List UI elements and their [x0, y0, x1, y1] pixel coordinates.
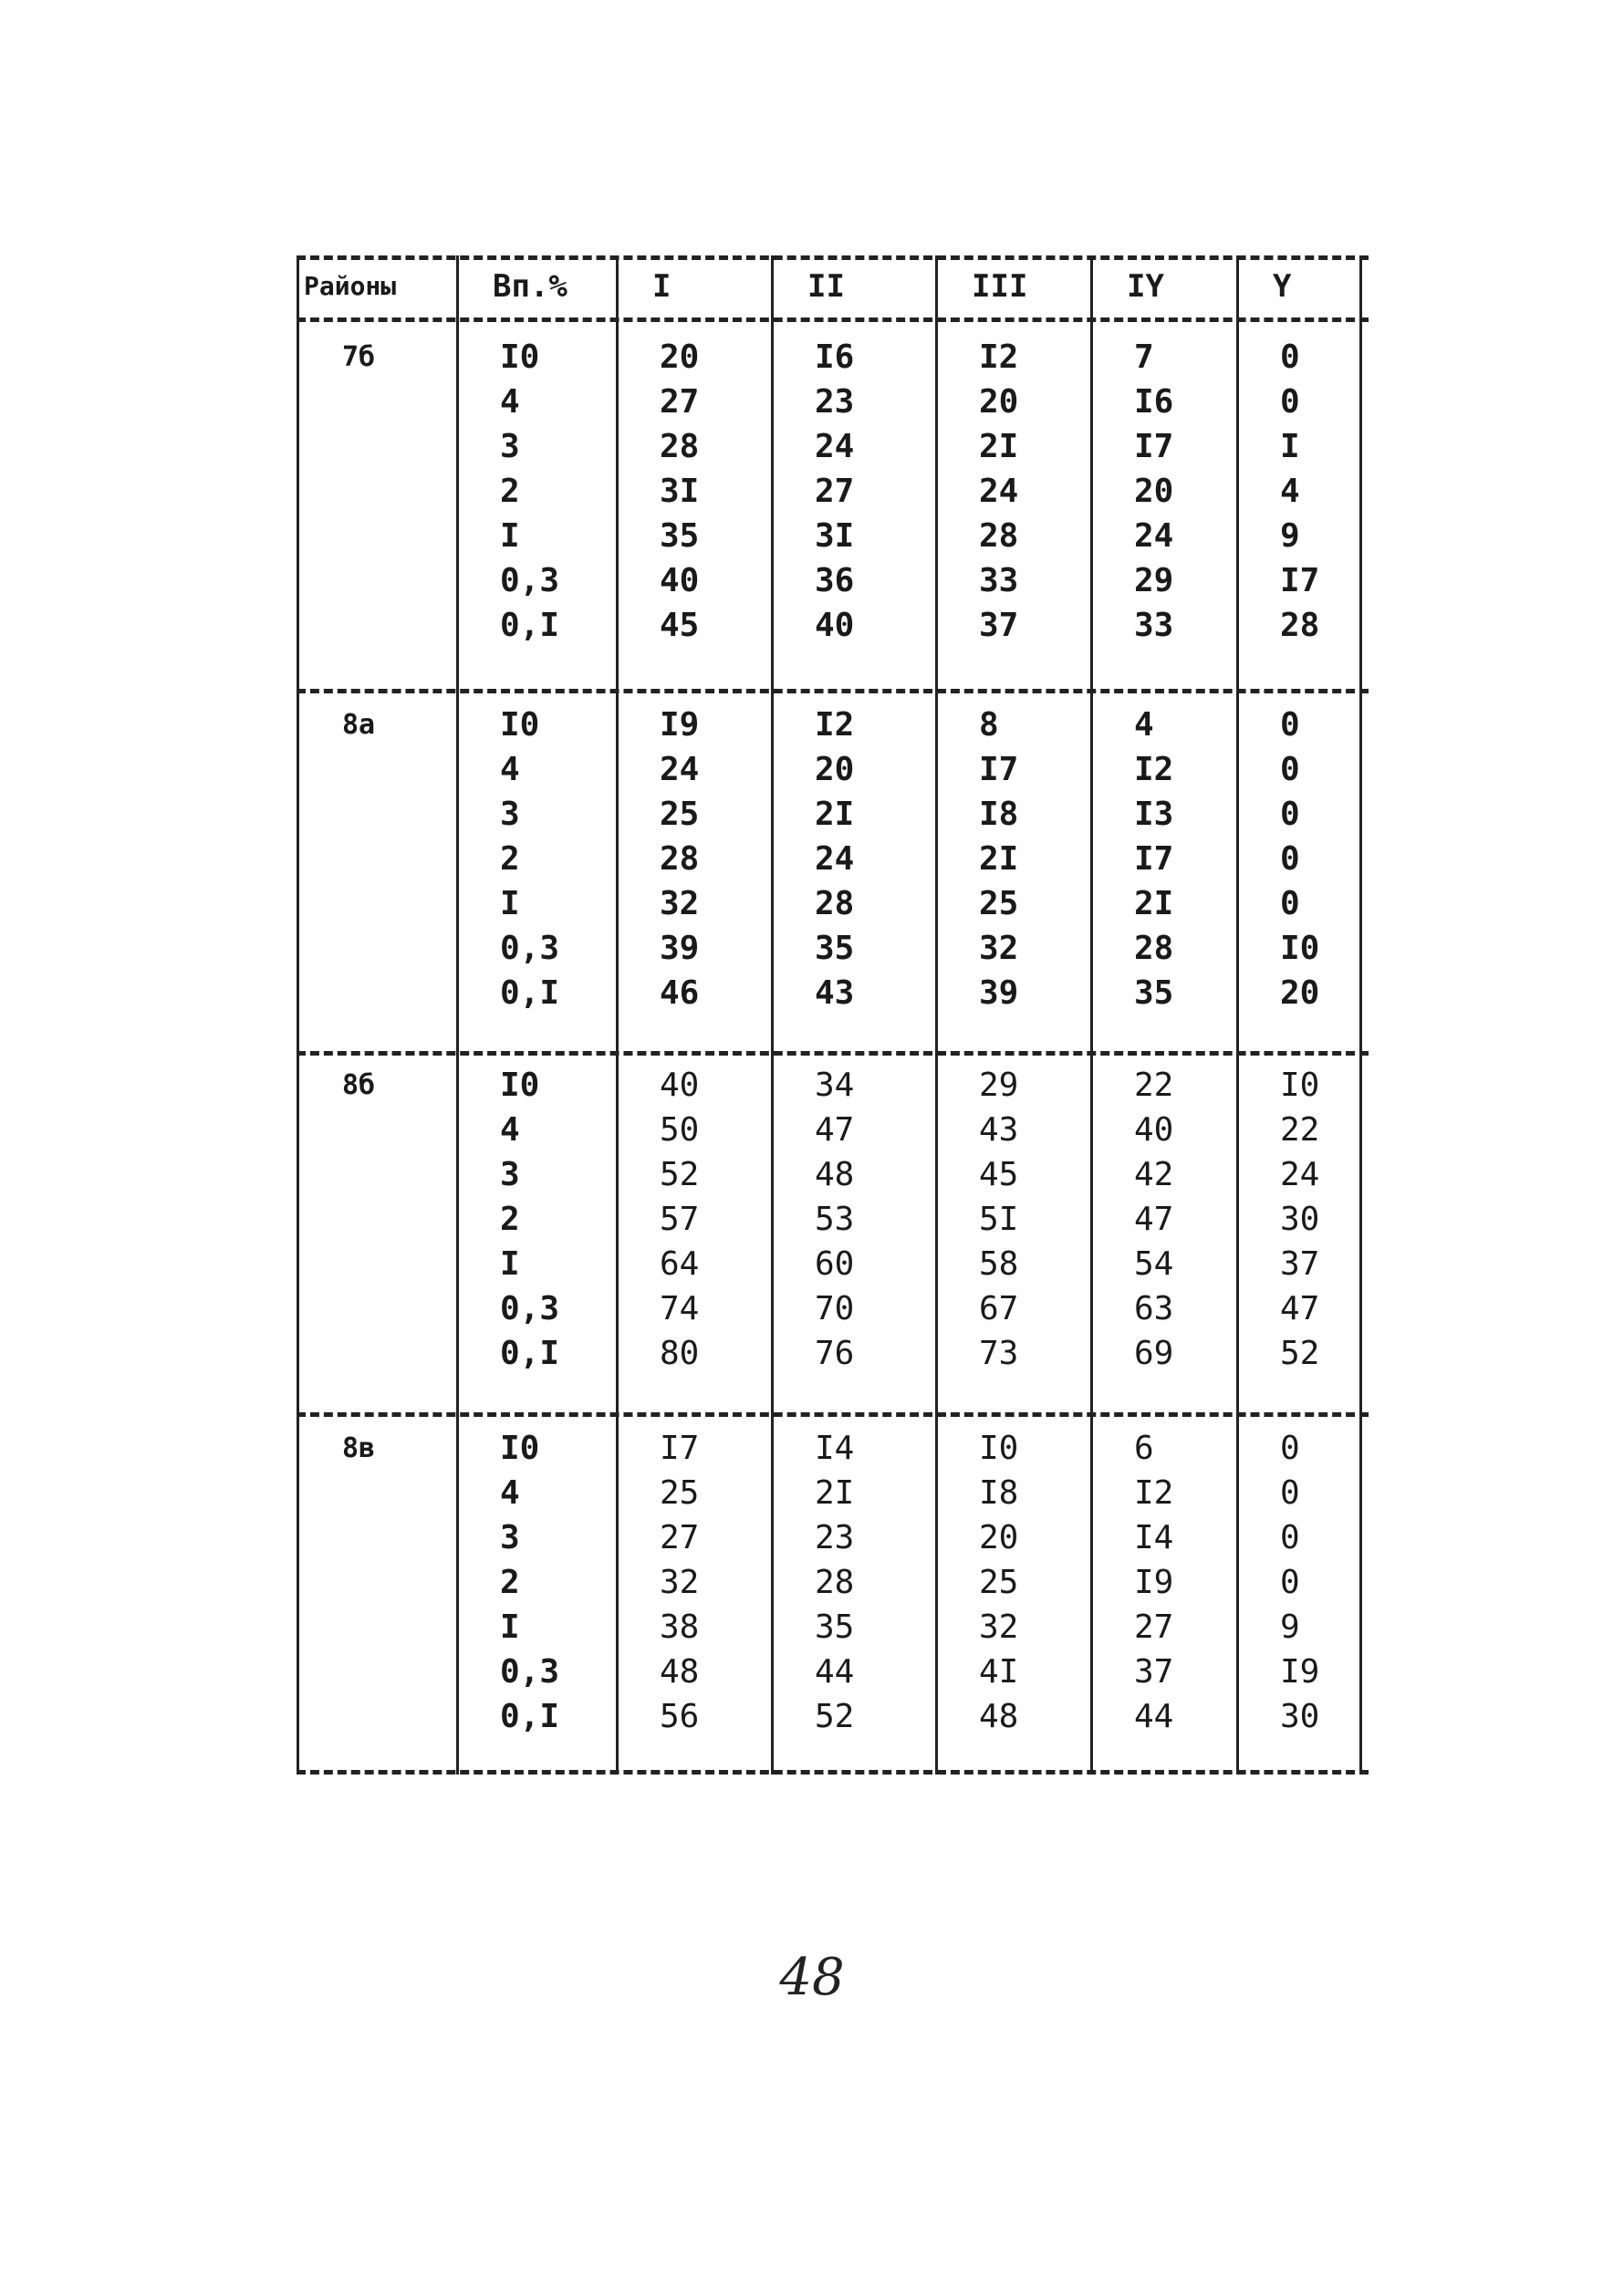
table-cell: 6	[1134, 1430, 1154, 1467]
table-cell: I7	[1134, 840, 1174, 878]
column-header: III	[972, 268, 1028, 305]
table-cell: I7	[1134, 428, 1174, 465]
table-cell: I7	[1280, 562, 1320, 599]
table-cell: 36	[815, 562, 855, 599]
table-cell: 69	[1134, 1335, 1174, 1372]
table-cell: I0	[500, 1430, 540, 1467]
table-cell: 28	[1280, 607, 1320, 644]
table-cell: 30	[1280, 1698, 1320, 1735]
table-cell: I8	[979, 796, 1019, 833]
table-cell: 20	[660, 338, 700, 376]
row-rule	[297, 255, 1369, 260]
table-cell: 20	[815, 751, 855, 788]
column-rule	[1236, 255, 1239, 1775]
table-cell: 44	[815, 1653, 855, 1691]
table-cell: 47	[815, 1111, 855, 1149]
column-rule	[297, 255, 299, 1775]
table-cell: 2	[500, 1564, 520, 1601]
table-cell: 0,I	[500, 974, 560, 1012]
data-table	[297, 255, 1369, 1775]
table-cell: 3	[500, 796, 520, 833]
table-cell: 22	[1134, 1067, 1174, 1104]
table-cell: 53	[815, 1201, 855, 1238]
table-cell: 37	[979, 607, 1019, 644]
table-cell: I9	[1134, 1564, 1174, 1601]
table-cell: I8	[979, 1474, 1019, 1512]
table-cell: 3I	[815, 517, 855, 555]
table-cell: 2I	[979, 840, 1019, 878]
table-cell: 9	[1280, 517, 1300, 555]
table-cell: 35	[815, 1608, 855, 1646]
table-cell: 40	[660, 562, 700, 599]
table-cell: 4	[1280, 473, 1300, 510]
table-cell: 0	[1280, 1474, 1300, 1512]
table-cell: 76	[815, 1335, 855, 1372]
table-cell: 70	[815, 1290, 855, 1327]
table-cell: 40	[1134, 1111, 1174, 1149]
table-cell: I0	[1280, 930, 1320, 967]
row-rule	[297, 317, 1369, 322]
table-cell: I0	[500, 706, 540, 744]
table-cell: 27	[1134, 1608, 1174, 1646]
table-cell: I2	[1134, 751, 1174, 788]
table-cell: 35	[1134, 974, 1174, 1012]
table-cell: I4	[815, 1430, 855, 1467]
column-header: I	[652, 268, 671, 305]
table-cell: 0,3	[500, 930, 560, 967]
table-cell: 24	[979, 473, 1019, 510]
table-cell: 37	[1280, 1245, 1320, 1283]
table-cell: 0	[1280, 796, 1300, 833]
table-cell: I4	[1134, 1519, 1174, 1556]
table-cell: 3	[500, 1519, 520, 1556]
table-cell: 2I	[1134, 885, 1174, 922]
table-cell: 22	[1280, 1111, 1320, 1149]
row-rule	[297, 1051, 1369, 1056]
column-rule	[616, 255, 619, 1775]
table-cell: I	[500, 517, 520, 555]
table-cell: 0,3	[500, 562, 560, 599]
table-cell: I9	[1280, 1653, 1320, 1691]
column-rule	[771, 255, 774, 1775]
table-cell: 39	[979, 974, 1019, 1012]
table-cell: 7	[1134, 338, 1154, 376]
table-cell: 23	[815, 1519, 855, 1556]
table-cell: 57	[660, 1201, 700, 1238]
table-cell: I7	[660, 1430, 700, 1467]
table-cell: 2I	[815, 796, 855, 833]
table-cell: 34	[815, 1067, 855, 1104]
table-cell: 24	[660, 751, 700, 788]
table-cell: 0,3	[500, 1653, 560, 1691]
table-cell: 29	[979, 1067, 1019, 1104]
table-cell: 39	[660, 930, 700, 967]
table-cell: 25	[979, 1564, 1019, 1601]
table-cell: 20	[1280, 974, 1320, 1012]
table-cell: 43	[979, 1111, 1019, 1149]
table-cell: I	[1280, 428, 1300, 465]
table-cell: 20	[979, 383, 1019, 421]
table-cell: 42	[1134, 1156, 1174, 1193]
table-cell: 47	[1134, 1201, 1174, 1238]
table-cell: 28	[1134, 930, 1174, 967]
table-cell: 64	[660, 1245, 700, 1283]
table-cell: 73	[979, 1335, 1019, 1372]
table-cell: 54	[1134, 1245, 1174, 1283]
table-cell: 30	[1280, 1201, 1320, 1238]
table-cell: 37	[1134, 1653, 1174, 1691]
table-cell: 80	[660, 1335, 700, 1372]
table-cell: 2	[500, 840, 520, 878]
table-cell: 4	[500, 383, 520, 421]
row-rule	[297, 1770, 1369, 1775]
table-cell: 0	[1280, 383, 1300, 421]
table-cell: I	[500, 1608, 520, 1646]
table-cell: 2	[500, 1201, 520, 1238]
table-cell: I6	[1134, 383, 1174, 421]
table-cell: 35	[660, 517, 700, 555]
table-cell: 25	[660, 796, 700, 833]
table-cell: I2	[979, 338, 1019, 376]
table-cell: 45	[979, 1156, 1019, 1193]
table-cell: 4	[500, 1474, 520, 1512]
table-cell: 28	[660, 428, 700, 465]
table-cell: 20	[1134, 473, 1174, 510]
table-cell: 0	[1280, 706, 1300, 744]
table-cell: 0,I	[500, 1698, 560, 1735]
table-cell: 27	[815, 473, 855, 510]
column-rule	[1359, 255, 1362, 1775]
table-cell: 32	[660, 885, 700, 922]
region-label: 8б	[342, 1069, 376, 1101]
table-cell: I0	[500, 338, 540, 376]
table-cell: I3	[1134, 796, 1174, 833]
table-cell: 60	[815, 1245, 855, 1283]
table-cell: 38	[660, 1608, 700, 1646]
column-header: IY	[1127, 268, 1164, 305]
table-cell: I2	[1134, 1474, 1174, 1512]
region-label: 8а	[342, 709, 376, 741]
table-cell: 48	[660, 1653, 700, 1691]
table-cell: I2	[815, 706, 855, 744]
table-cell: 63	[1134, 1290, 1174, 1327]
region-label: 7б	[342, 341, 376, 373]
table-cell: 27	[660, 1519, 700, 1556]
table-cell: 5I	[979, 1201, 1019, 1238]
table-cell: 50	[660, 1111, 700, 1149]
table-cell: 35	[815, 930, 855, 967]
table-cell: 3I	[660, 473, 700, 510]
table-cell: 47	[1280, 1290, 1320, 1327]
table-cell: 23	[815, 383, 855, 421]
table-cell: 3	[500, 1156, 520, 1193]
table-cell: 0	[1280, 1430, 1300, 1467]
table-cell: 32	[660, 1564, 700, 1601]
row-rule	[297, 1412, 1369, 1417]
row-rule	[297, 689, 1369, 693]
region-label: 8в	[342, 1432, 376, 1464]
table-cell: 0	[1280, 1519, 1300, 1556]
table-cell: I9	[660, 706, 700, 744]
table-cell: 40	[660, 1067, 700, 1104]
column-rule	[935, 255, 938, 1775]
column-header: Вп.%	[493, 268, 567, 305]
table-cell: I6	[815, 338, 855, 376]
table-cell: 0	[1280, 751, 1300, 788]
table-cell: 52	[1280, 1335, 1320, 1372]
table-cell: 52	[815, 1698, 855, 1735]
table-cell: I7	[979, 751, 1019, 788]
table-cell: 32	[979, 930, 1019, 967]
table-cell: 0	[1280, 885, 1300, 922]
table-cell: 4	[1134, 706, 1154, 744]
table-cell: 20	[979, 1519, 1019, 1556]
table-cell: I0	[500, 1067, 540, 1104]
table-cell: 0	[1280, 840, 1300, 878]
table-cell: 29	[1134, 562, 1174, 599]
table-cell: 9	[1280, 1608, 1300, 1646]
table-cell: I	[500, 885, 520, 922]
table-cell: 24	[1280, 1156, 1320, 1193]
table-cell: 58	[979, 1245, 1019, 1283]
table-cell: 67	[979, 1290, 1019, 1327]
table-cell: 28	[815, 885, 855, 922]
table-cell: 2I	[979, 428, 1019, 465]
table-cell: 52	[660, 1156, 700, 1193]
table-cell: 24	[815, 840, 855, 878]
table-cell: 48	[815, 1156, 855, 1193]
column-header: Y	[1273, 268, 1292, 305]
table-cell: 28	[815, 1564, 855, 1601]
table-cell: 48	[979, 1698, 1019, 1735]
table-cell: 27	[660, 383, 700, 421]
table-cell: 0	[1280, 1564, 1300, 1601]
table-cell: 8	[979, 706, 999, 744]
table-cell: 46	[660, 974, 700, 1012]
table-cell: 24	[1134, 517, 1174, 555]
table-cell: 2I	[815, 1474, 855, 1512]
table-cell: 33	[979, 562, 1019, 599]
table-cell: 45	[660, 607, 700, 644]
table-cell: 56	[660, 1698, 700, 1735]
table-cell: 2	[500, 473, 520, 510]
table-cell: 0	[1280, 338, 1300, 376]
table-cell: 32	[979, 1608, 1019, 1646]
table-cell: 0,I	[500, 1335, 560, 1372]
column-rule	[1090, 255, 1093, 1775]
table-cell: 28	[660, 840, 700, 878]
table-cell: 3	[500, 428, 520, 465]
table-cell: 4	[500, 1111, 520, 1149]
table-cell: 24	[815, 428, 855, 465]
table-cell: 44	[1134, 1698, 1174, 1735]
page-number: 48	[779, 1948, 845, 2007]
column-header: Районы	[304, 271, 397, 301]
column-rule	[456, 255, 459, 1775]
table-cell: 4	[500, 751, 520, 788]
table-cell: 25	[660, 1474, 700, 1512]
table-cell: 25	[979, 885, 1019, 922]
table-cell: 33	[1134, 607, 1174, 644]
table-cell: 0,3	[500, 1290, 560, 1327]
table-cell: I0	[979, 1430, 1019, 1467]
table-cell: 40	[815, 607, 855, 644]
table-cell: 0,I	[500, 607, 560, 644]
table-cell: 28	[979, 517, 1019, 555]
table-cell: 74	[660, 1290, 700, 1327]
table-cell: 4I	[979, 1653, 1019, 1691]
table-cell: I0	[1280, 1067, 1320, 1104]
column-header: II	[807, 268, 845, 305]
table-cell: I	[500, 1245, 520, 1283]
table-cell: 43	[815, 974, 855, 1012]
